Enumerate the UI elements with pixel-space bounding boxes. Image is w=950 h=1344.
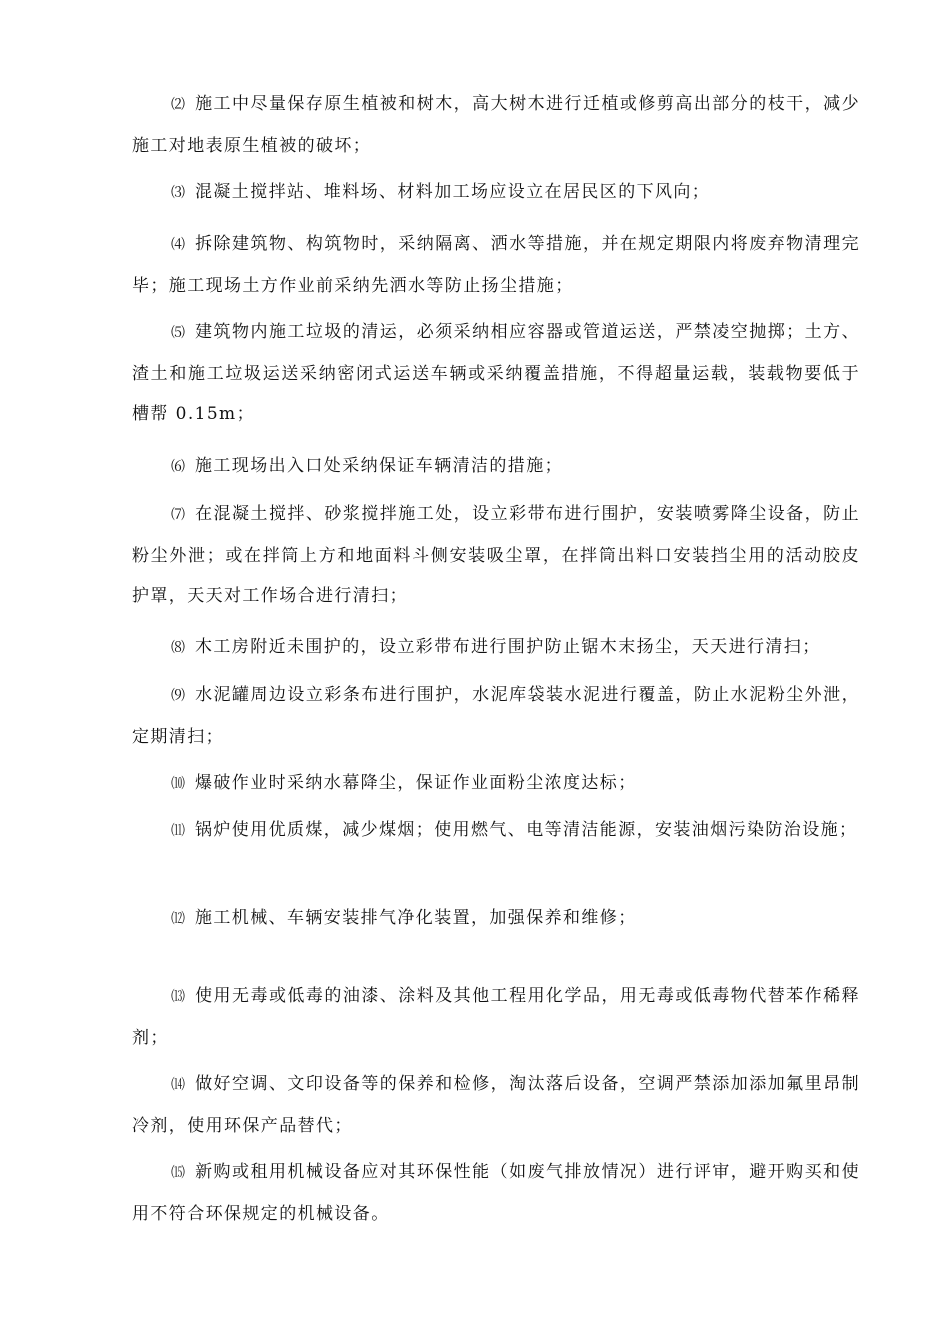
paragraph-7: [132, 494, 860, 617]
paragraph-text: 锅炉使用优质煤，减少煤烟；使用燃气、电等清洁能源，安装油烟污染防治设施；: [195, 820, 858, 840]
item-number: ⑹: [171, 459, 185, 475]
item-number: ⑻: [171, 640, 185, 656]
item-number: ⑺: [171, 507, 185, 523]
paragraph-text: 木工房附近未围护的，设立彩带布进行围护防止锯木末扬尘，天天进行清扫；: [195, 637, 821, 657]
paragraph-5: [132, 312, 860, 435]
paragraph-text: 使用无毒或低毒的油漆、涂料及其他工程用化学品，用无毒或低毒物代替苯作稀释剂；: [132, 986, 860, 1048]
item-number: ⒂: [171, 1165, 185, 1181]
paragraph-9: [132, 675, 860, 757]
item-number: ⑷: [171, 237, 185, 253]
paragraph-12: [132, 898, 860, 940]
item-number: ⑾: [171, 823, 185, 839]
paragraph-6: [132, 446, 860, 488]
paragraph-4: [132, 224, 860, 306]
item-number: ⑸: [171, 325, 185, 341]
paragraph-2: [132, 84, 860, 166]
paragraph-text: 拆除建筑物、构筑物时，采纳隔离、洒水等措施，并在规定期限内将废弃物清理完毕；施工现场土方作业前采纳先洒水等防止扬尘措施；: [132, 234, 860, 296]
paragraph-text: 建筑物内施工垃圾的清运，必须采纳相应容器或管道运送，严禁凌空抛掷；土方、渣土和施工垃圾运送采纳密闭式运送车辆或采纳覆盖措施，不得超量运载，装载物要低于槽帮 0.15m；: [132, 322, 860, 424]
paragraph-text: 施工中尽量保存原生植被和树木，高大树木进行迁植或修剪高出部分的枝干，减少施工对地表原生植被的破坏；: [132, 94, 860, 156]
paragraph-text: 在混凝土搅拌、砂浆搅拌施工处，设立彩带布进行围护，安装喷雾降尘设备，防止粉尘外泄；或在拌筒上方和地面料斗侧安装吸尘罩，在拌筒出料口安装挡尘用的活动胶皮护罩，天天对工作场合进行清扫；: [132, 504, 860, 606]
paragraph-text: 新购或租用机械设备应对其环保性能（如废气排放情况）进行评审，避开购买和使用不符合环保规定的机械设备。: [132, 1162, 860, 1224]
paragraph-text: 做好空调、文印设备等的保养和检修，淘汰落后设备，空调严禁添加添加氟里昂制冷剂，使用环保产品替代；: [132, 1074, 860, 1136]
paragraph-14: [132, 1064, 860, 1146]
paragraph-text: 水泥罐周边设立彩条布进行围护，水泥库袋装水泥进行覆盖，防止水泥粉尘外泄，定期清扫；: [132, 685, 860, 747]
item-number: ⑶: [171, 185, 185, 201]
item-number: ⒀: [171, 989, 185, 1005]
item-number: ⑿: [171, 911, 185, 927]
item-number: ⒁: [171, 1077, 185, 1093]
paragraph-text: 爆破作业时采纳水幕降尘，保证作业面粉尘浓度达标；: [195, 773, 637, 793]
paragraph-text: 施工现场出入口处采纳保证车辆清洁的措施；: [195, 456, 563, 476]
item-number: ⑼: [171, 688, 185, 704]
item-number: ⑽: [171, 776, 185, 792]
paragraph-10: [132, 763, 860, 805]
paragraph-3: [132, 172, 860, 214]
paragraph-text: 施工机械、车辆安装排气净化装置，加强保养和维修；: [195, 908, 637, 928]
paragraph-13: [132, 976, 860, 1058]
paragraph-15: [132, 1152, 860, 1234]
paragraph-11: [132, 810, 860, 852]
paragraph-text: 混凝土搅拌站、堆料场、材料加工场应设立在居民区的下风向；: [195, 182, 711, 202]
item-number: ⑵: [171, 97, 185, 113]
paragraph-8: [132, 627, 860, 669]
